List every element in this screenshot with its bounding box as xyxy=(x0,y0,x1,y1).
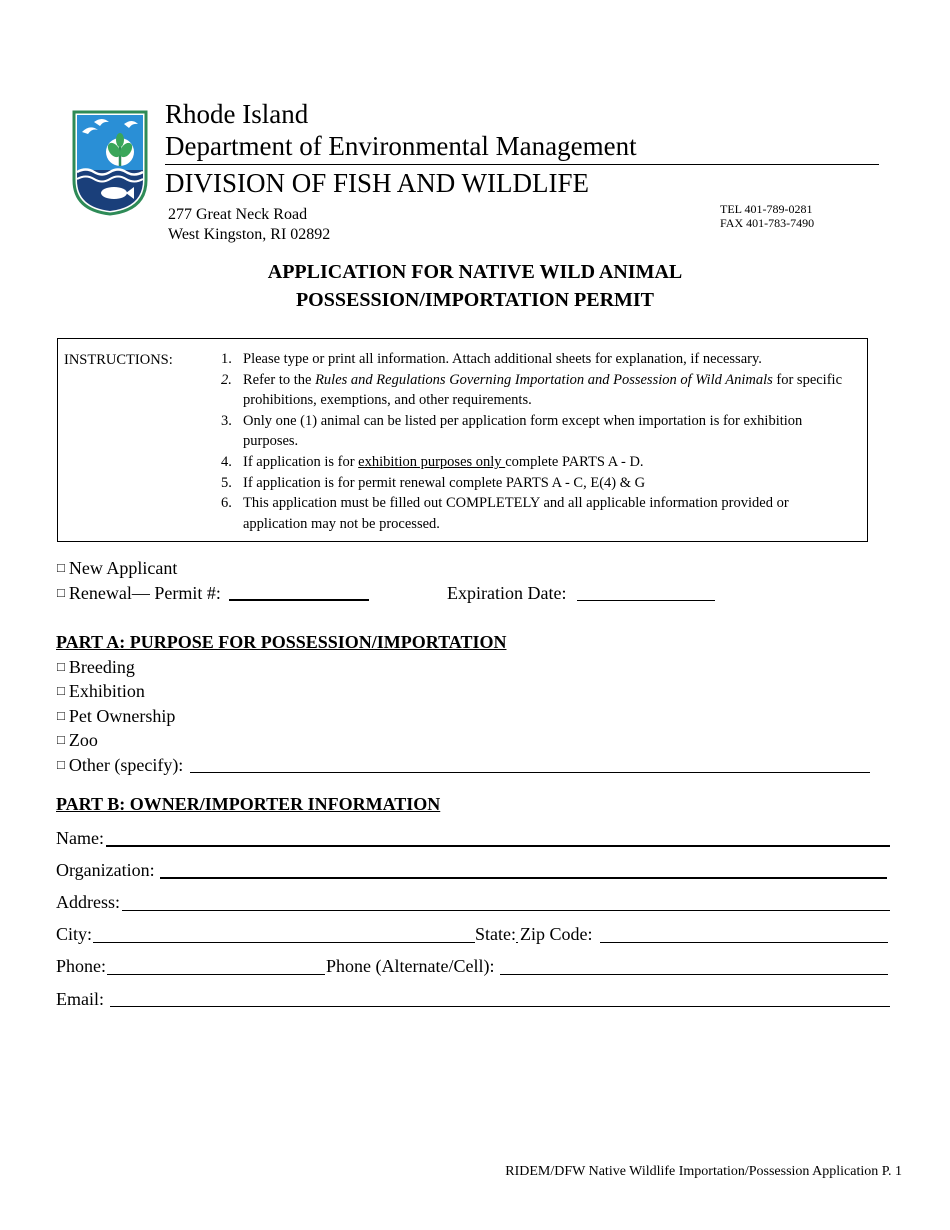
renewal-checkbox[interactable]: □ xyxy=(57,585,65,600)
header-divider xyxy=(165,164,879,165)
organization-label: Organization: xyxy=(56,860,155,880)
expiration-date-label: Expiration Date: xyxy=(447,583,567,603)
name-label: Name: xyxy=(56,828,104,848)
address-label: Address: xyxy=(56,892,120,912)
part-a-heading: PART A: PURPOSE FOR POSSESSION/IMPORTATION xyxy=(56,632,507,652)
part-b-heading: PART B: OWNER/IMPORTER INFORMATION xyxy=(56,794,441,814)
ridem-logo xyxy=(72,110,148,216)
instructions-list xyxy=(215,349,855,534)
instruction-item: 3. Only one (1) animal can be listed per application form except when importation is for exhibition purposes. xyxy=(221,412,803,450)
instructions-label: INSTRUCTIONS: xyxy=(64,352,173,368)
instruction-item: 4. If application is for exhibition purposes only complete PARTS A - D. xyxy=(221,453,644,470)
phone-alternate-label: Phone (Alternate/Cell): xyxy=(326,956,495,976)
new-applicant-option[interactable]: □ New Applicant xyxy=(57,558,178,578)
header-state: Rhode Island xyxy=(165,99,309,129)
purpose-pet-ownership[interactable]: □ Pet Ownership xyxy=(57,706,176,726)
state-field[interactable] xyxy=(516,942,518,943)
new-applicant-checkbox[interactable]: □ xyxy=(57,560,65,575)
instruction-item: 1. Please type or print all information. Attach additional sheets for explanation, if necessary. xyxy=(221,351,762,367)
fax: FAX 401-783-7490 xyxy=(720,216,815,230)
state-label: State: xyxy=(475,924,516,944)
email-label: Email: xyxy=(56,989,104,1009)
other-checkbox[interactable]: □ xyxy=(57,757,65,772)
instruction-item: 2. Refer to the Rules and Regulations Governing Importation and Possession of Wild Animals for specific prohibitions, exemptions, and other requirements. xyxy=(221,371,843,409)
header-department: Department of Environmental Management xyxy=(165,131,637,161)
city-field[interactable] xyxy=(93,942,475,943)
telephone: TEL 401-789-0281 xyxy=(720,202,813,216)
header-division: DIVISION OF FISH AND WILDLIFE xyxy=(165,168,589,198)
email-field[interactable] xyxy=(110,1006,890,1007)
form-title-line2: POSSESSION/IMPORTATION PERMIT xyxy=(295,289,655,311)
city-label: City: xyxy=(56,924,93,944)
page-footer: RIDEM/DFW Native Wildlife Importation/Possession Application P. 1 xyxy=(505,1164,902,1179)
zoo-checkbox[interactable]: □ xyxy=(57,732,65,747)
permit-number-field[interactable] xyxy=(229,599,369,601)
address-field[interactable] xyxy=(122,910,890,911)
phone-alternate-field[interactable] xyxy=(500,974,888,975)
pet-ownership-checkbox[interactable]: □ xyxy=(57,708,65,723)
zip-code-label: Zip Code: xyxy=(520,924,593,944)
purpose-exhibition[interactable]: □ Exhibition xyxy=(57,681,145,701)
instruction-item: 6. This application must be filled out COMPLETELY and all applicable information provided or application may not be processed. xyxy=(221,495,789,532)
name-field[interactable] xyxy=(106,845,890,847)
organization-field[interactable] xyxy=(160,877,887,879)
other-specify-field[interactable] xyxy=(190,772,870,773)
address-line1: 277 Great Neck Road xyxy=(168,206,308,223)
purpose-breeding[interactable]: □ Breeding xyxy=(57,657,135,677)
exhibition-checkbox[interactable]: □ xyxy=(57,683,65,698)
instruction-item: 5. If application is for permit renewal complete PARTS A - C, E(4) & G xyxy=(221,474,646,491)
purpose-other[interactable]: □ Other (specify): xyxy=(57,755,184,775)
phone-label: Phone: xyxy=(56,956,107,976)
phone-field[interactable] xyxy=(107,974,325,975)
purpose-zoo[interactable]: □ Zoo xyxy=(57,730,98,750)
expiration-date-field[interactable] xyxy=(577,600,715,601)
form-title-line1: APPLICATION FOR NATIVE WILD ANIMAL xyxy=(267,261,683,283)
renewal-option[interactable]: □ Renewal— Permit #: xyxy=(57,583,221,603)
breeding-checkbox[interactable]: □ xyxy=(57,659,65,674)
address-line2: West Kingston, RI 02892 xyxy=(168,226,331,243)
zip-code-field[interactable] xyxy=(600,942,888,943)
